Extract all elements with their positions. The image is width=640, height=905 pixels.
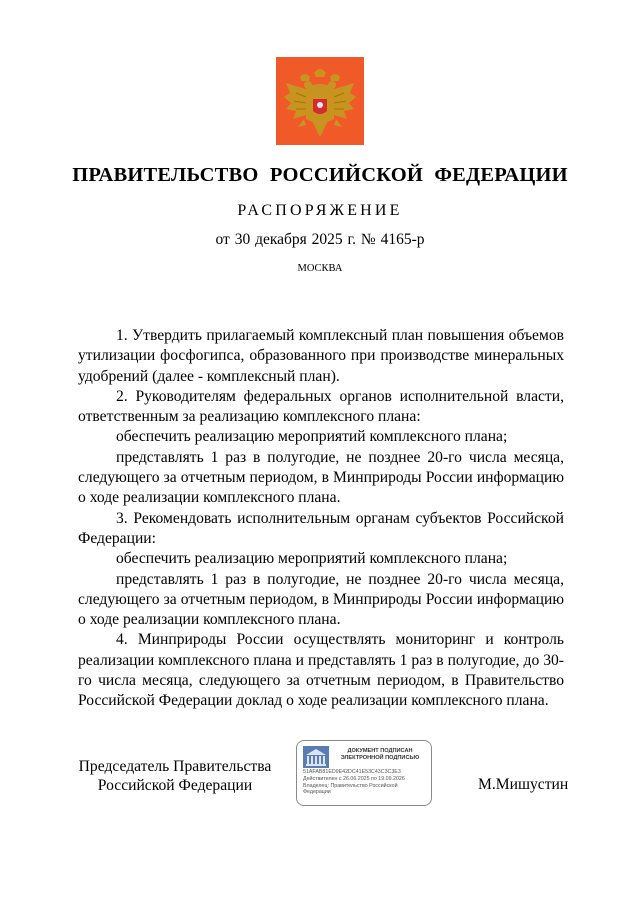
signer-title-line: Председатель Правительства — [78, 758, 272, 775]
signer-title-line: Российской Федерации — [97, 777, 253, 794]
paragraph: 2. Руководителям федеральных органов исполнительной власти, ответственным за реализацию комплексного плана: — [78, 387, 564, 426]
paragraph: представлять 1 раз в полугодие, не позднее 20-го числа месяца, следующего за отчетным периодом, в Минприроды России информацию о ходе реализации комплексного плана. — [78, 448, 564, 507]
russian-coat-of-arms-icon — [276, 57, 364, 145]
document-body — [78, 326, 564, 712]
paragraph: 4. Минприроды России осуществлять мониторинг и контроль реализации комплексного плана и представлять 1 раз в полугодие, до 30-го числа месяца, следующего за отчетным периодом, в Правительство Российской Федерации доклад о ходе реализации комплексного плана. — [78, 631, 564, 710]
certificate-number: 51AFAB81ED9E42DC41E53C43C3C3E3 — [303, 769, 401, 775]
government-title: ПРАВИТЕЛЬСТВО РОССИЙСКОЙ ФЕДЕРАЦИИ — [72, 164, 568, 186]
government-building-icon — [303, 746, 329, 768]
stamp-heading — [331, 748, 429, 762]
document-date-number: от 30 декабря 2025 г. № 4165-р — [215, 231, 425, 248]
paragraph: 1. Утвердить прилагаемый комплексный план повышения объемов утилизации фосфогипса, образованного при производстве минеральных удобрений (далее - комплексный план). — [78, 327, 564, 385]
validity-period: Действителен с 26.06.2025 по 19.09.2026 — [303, 775, 405, 782]
paragraph: обеспечить реализацию мероприятий комплексного плана; — [116, 550, 508, 568]
stamp-details — [303, 769, 429, 796]
stamp-heading-line: ДОКУМЕНТ ПОДПИСАН — [347, 748, 413, 754]
owner-line: Федерации — [303, 789, 331, 796]
electronic-signature-stamp — [296, 740, 432, 806]
paragraph: 3. Рекомендовать исполнительным органам субъектов Российской Федерации: — [78, 509, 564, 547]
stamp-heading-line: ЭЛЕКТРОННОЙ ПОДПИСЬЮ — [340, 755, 420, 761]
paragraph: представлять 1 раз в полугодие, не позднее 20-го числа месяца, следующего за отчетным периодом, в Минприроды России информацию о ходе реализации комплексного плана. — [78, 570, 564, 629]
owner-line: Владелец: Правительство Российской — [303, 782, 398, 789]
document-city: МОСКВА — [297, 263, 343, 274]
document-type: РАСПОРЯЖЕНИЕ — [237, 202, 403, 219]
signer-name: М.Мишустин — [478, 776, 569, 793]
paragraph: обеспечить реализацию мероприятий комплексного плана; — [116, 428, 508, 446]
signer-title — [72, 757, 278, 795]
